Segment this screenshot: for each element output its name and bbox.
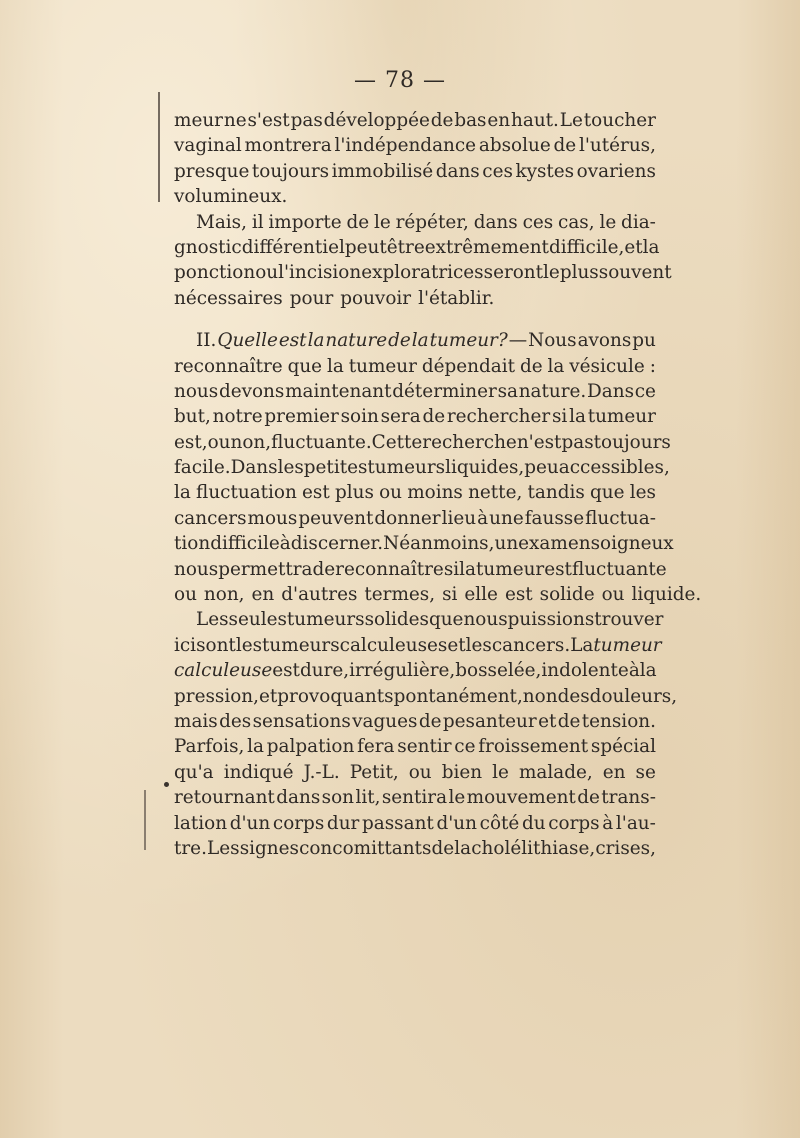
word: être (386, 236, 425, 258)
word: la (307, 330, 325, 352)
word: non (522, 685, 558, 707)
word: est (504, 584, 533, 606)
word: tumeur? (429, 330, 508, 352)
word: toucher (583, 110, 656, 131)
word: calculeuses (339, 634, 448, 656)
word: nous (463, 609, 508, 631)
word: elle (464, 584, 498, 606)
word: cancers. (491, 634, 571, 656)
word: ici (174, 634, 197, 656)
word: exploratrices (361, 262, 484, 284)
word: corps (272, 812, 325, 834)
word: spontanément, (384, 685, 523, 707)
word: seront (483, 262, 544, 284)
text-line (174, 260, 672, 285)
word: différentiel (241, 236, 345, 258)
word: difficile (210, 533, 280, 555)
word: J.-L. (303, 761, 340, 783)
word: vagues (352, 710, 418, 732)
word: sentir (397, 736, 452, 758)
word: : (649, 355, 656, 377)
word: est (544, 558, 572, 580)
word: sera (380, 406, 421, 428)
word: pu (632, 330, 656, 352)
word: fluctua- (585, 507, 656, 529)
text-line (174, 531, 674, 556)
text-line (174, 235, 660, 260)
word: solide (539, 584, 595, 606)
word: la (459, 558, 477, 580)
word: nature (325, 330, 388, 352)
word: n'est (516, 431, 562, 453)
word: ou (408, 761, 432, 783)
word: son (321, 787, 355, 809)
paragraph-gap (174, 311, 656, 328)
word: il (251, 211, 264, 233)
word: la (174, 482, 191, 504)
word: Les (196, 609, 229, 631)
word: douleurs, (589, 685, 678, 707)
word: importe (268, 211, 342, 233)
word: accessibles, (558, 457, 670, 479)
word: lieu (441, 507, 477, 529)
word: la (247, 736, 264, 758)
word: froissement (478, 736, 589, 758)
text-line (174, 760, 656, 785)
word: la (547, 355, 565, 377)
word: La (570, 634, 594, 656)
word: si (442, 584, 458, 606)
word: toujours (593, 431, 671, 453)
text-line (174, 455, 670, 480)
word: est (302, 482, 330, 504)
word: examen (518, 533, 591, 555)
word: des (557, 685, 590, 707)
word: retournant (174, 787, 275, 809)
word: trouver (594, 609, 664, 631)
word: des (219, 710, 252, 732)
word: bien (441, 761, 483, 783)
word: que (428, 609, 464, 631)
word: et (624, 236, 643, 258)
word: et (258, 685, 278, 707)
word: la (642, 236, 660, 258)
word: les (235, 634, 263, 656)
word: donner (374, 507, 441, 529)
word: Le (559, 110, 583, 131)
word: liquides, (445, 457, 525, 479)
word: plus (559, 262, 599, 284)
word: spécial (590, 736, 656, 758)
word: Dans (587, 380, 635, 402)
word: la (639, 660, 657, 682)
word: de (312, 558, 336, 580)
word: souvent (598, 262, 672, 284)
text-line (174, 607, 664, 632)
word: est (272, 660, 300, 682)
word: ou (174, 584, 197, 606)
word: fluctuante. (271, 431, 372, 453)
word: et (538, 710, 557, 732)
word: corps (548, 812, 600, 834)
word: de (430, 110, 454, 131)
word: pour (289, 287, 334, 309)
text-line (174, 557, 667, 582)
word: déterminer (392, 380, 497, 402)
word: reconnaître (335, 558, 444, 580)
word: facile. (174, 457, 231, 479)
word: côté (479, 812, 520, 834)
word: de (388, 330, 411, 352)
word: si (551, 406, 568, 428)
word: à (477, 507, 489, 529)
word: tension. (581, 710, 656, 732)
word: lation (174, 812, 228, 834)
word: d'autres (281, 584, 358, 606)
word: solides (364, 609, 429, 631)
word: nous (174, 558, 219, 580)
word: développée (323, 110, 430, 131)
word: tumeurs (286, 609, 365, 631)
word: reconnaître (174, 355, 283, 377)
word: pouvoir (340, 287, 412, 309)
word: et (447, 634, 466, 656)
word: dur (326, 812, 360, 834)
text-line (174, 328, 656, 353)
word: passant (362, 812, 434, 834)
word: fausse (524, 507, 585, 529)
word: ce (634, 380, 656, 402)
margin-rule-lower (144, 790, 146, 850)
word: en (251, 584, 275, 606)
word: malade, (518, 761, 593, 783)
text-line (174, 480, 656, 505)
word: tumeurs (262, 634, 340, 656)
text-line (174, 430, 671, 455)
word: tion (174, 533, 211, 555)
word: signes (239, 837, 299, 859)
word: trans- (601, 787, 656, 809)
word: indiqué (223, 761, 294, 783)
word: bas (454, 110, 487, 131)
word: discerner. (290, 533, 384, 555)
word: nécessaires (174, 287, 283, 309)
word: soigneux (590, 533, 674, 555)
word: de (431, 837, 455, 859)
word: vésicule (569, 355, 645, 377)
word: pas (290, 110, 323, 131)
word: dure, (299, 660, 350, 682)
word: mais (174, 710, 218, 732)
word: sentira (381, 787, 448, 809)
word: l'au- (615, 812, 656, 834)
word: volumineux. (174, 186, 288, 208)
word: s'est (247, 110, 290, 131)
word: en (487, 110, 511, 131)
word: ponction (174, 262, 256, 284)
word: nature. (518, 380, 587, 402)
word: de (557, 710, 581, 732)
word: à (279, 533, 291, 555)
word: si (443, 558, 460, 580)
word: tumeurs (367, 457, 446, 479)
word: — (508, 330, 528, 352)
word: le (543, 262, 560, 284)
word: d'un (436, 812, 477, 834)
text-line (174, 210, 656, 235)
word: pas (561, 431, 594, 453)
word: difficile, (548, 236, 625, 258)
word: de (577, 787, 600, 809)
page-number: — 78 — (354, 68, 446, 93)
word: tre. (174, 837, 207, 859)
word: avons (577, 330, 632, 352)
word: lit, (355, 787, 381, 809)
word: dans (435, 160, 480, 182)
word: soin (340, 406, 379, 428)
word: Cette (371, 431, 423, 453)
word: montrera (244, 135, 332, 157)
word: nette, (468, 482, 523, 504)
word: le (492, 761, 509, 783)
word: moins (407, 482, 463, 504)
word: ou (379, 482, 402, 504)
word: Les (207, 837, 240, 859)
word: dans (276, 787, 321, 809)
word: seules (228, 609, 287, 631)
word: ovariens (576, 160, 656, 182)
text-line (174, 633, 662, 658)
word: dans (473, 211, 518, 233)
word: en (602, 761, 626, 783)
word: presque (174, 160, 250, 182)
word: l'utérus, (578, 135, 656, 157)
text-line (174, 734, 656, 759)
word: est (278, 330, 307, 352)
word: termes, (364, 584, 436, 606)
word: de (519, 355, 543, 377)
word: provoquant (277, 685, 385, 707)
text-line (174, 379, 656, 404)
ink-dot (164, 782, 169, 787)
word: cholélithiase, (471, 837, 596, 859)
word: de (422, 406, 446, 428)
word: à (602, 812, 614, 834)
word: l'établir. (418, 287, 495, 309)
word: la (326, 355, 344, 377)
word: de (553, 135, 577, 157)
word: le (599, 211, 617, 233)
word: II. (196, 330, 217, 352)
word: tumeur (348, 355, 417, 377)
word: notre (212, 406, 263, 428)
word: peut (344, 236, 387, 258)
word: se (635, 761, 656, 783)
word: tumeur (587, 406, 656, 428)
text-line (174, 354, 656, 379)
word: le (374, 211, 391, 233)
word: pesanteur (442, 710, 537, 732)
word: ou (601, 584, 625, 606)
word: ne (223, 110, 247, 131)
text-line (174, 684, 678, 709)
word: Néanmoins, (383, 533, 495, 555)
text-line (174, 811, 656, 836)
text-line (174, 785, 656, 810)
word: mous (247, 507, 298, 529)
word: fera (357, 736, 395, 758)
word: vaginal (174, 135, 242, 157)
word: plus (334, 482, 374, 504)
word: l'indépendance (334, 135, 477, 157)
word: Nous (528, 330, 577, 352)
word: ou (255, 262, 279, 284)
word: recherche (422, 431, 517, 453)
word: ces (482, 160, 513, 182)
word: non, (230, 431, 272, 453)
word: kystes (515, 160, 575, 182)
text-line (174, 836, 656, 861)
word: but, (174, 406, 211, 428)
word: les (629, 482, 656, 504)
word: cas, (558, 211, 595, 233)
word: ce (454, 736, 476, 758)
word: les (465, 634, 492, 656)
word: un (494, 533, 519, 555)
word: permettra (218, 558, 313, 580)
word: mouvement (466, 787, 576, 809)
word: fluctuante (571, 558, 667, 580)
word: meur (174, 110, 223, 131)
word: que (287, 355, 323, 377)
text-line (174, 184, 656, 209)
word: extrêmement (424, 236, 549, 258)
word: l'incision (278, 262, 362, 284)
word: le (448, 787, 466, 809)
text-line (174, 133, 656, 158)
text-line (174, 404, 656, 429)
word: Mais, (196, 211, 247, 233)
word: de (418, 710, 442, 732)
word: non, (203, 584, 245, 606)
word: devons (218, 380, 285, 402)
word: bosselée, (455, 660, 542, 682)
word: maintenant (285, 380, 392, 402)
word: premier (264, 406, 339, 428)
word: peuvent (298, 507, 374, 529)
word: répéter, (395, 211, 469, 233)
word: tumeur (476, 558, 545, 580)
word: d'un (229, 812, 271, 834)
word: est, (174, 431, 208, 453)
word: crises, (595, 837, 656, 859)
word: dia- (621, 211, 656, 233)
word: Dans (230, 457, 278, 479)
text-line (174, 108, 656, 133)
text-line (174, 159, 656, 184)
word: la (569, 406, 586, 428)
word: indolente (541, 660, 629, 682)
word: à (628, 660, 640, 682)
text-line (174, 582, 702, 607)
word: sensations (252, 710, 351, 732)
word: petites (303, 457, 368, 479)
text-line (174, 709, 656, 734)
word: puissions (507, 609, 595, 631)
word: nous (174, 380, 219, 402)
text-line (174, 286, 656, 311)
word: ces (522, 211, 554, 233)
word: palpation (266, 736, 355, 758)
word: dépendait (421, 355, 516, 377)
word: la (411, 330, 429, 352)
word: que (589, 482, 625, 504)
word: la (454, 837, 472, 859)
word: sont (196, 634, 236, 656)
word: liquide. (631, 584, 702, 606)
word: sa (497, 380, 518, 402)
word: Quelle (217, 330, 278, 352)
word: absolue (478, 135, 551, 157)
word: calculeuse (174, 660, 273, 682)
word: Petit, (349, 761, 399, 783)
margin-rule-upper (158, 92, 160, 202)
word: fluctuation (196, 482, 297, 504)
word: concomittants (299, 837, 432, 859)
text-line (174, 506, 656, 531)
word: irrégulière, (349, 660, 456, 682)
word: une (489, 507, 524, 529)
word: les (277, 457, 304, 479)
word: cancers (174, 507, 247, 529)
word: peu (524, 457, 559, 479)
word: tumeur (593, 634, 662, 656)
word: ou (207, 431, 231, 453)
word: rechercher (446, 406, 551, 428)
word: pression, (174, 685, 259, 707)
word: tandis (527, 482, 585, 504)
word: gnostic (174, 236, 242, 258)
word: qu'a (174, 761, 214, 783)
word: toujours (251, 160, 330, 182)
word: immobilisé (331, 160, 434, 182)
word: Parfois, (174, 736, 245, 758)
word: du (521, 812, 546, 834)
text-line (174, 658, 656, 683)
word: de (346, 211, 370, 233)
word: haut. (511, 110, 559, 131)
body-text (174, 108, 702, 861)
